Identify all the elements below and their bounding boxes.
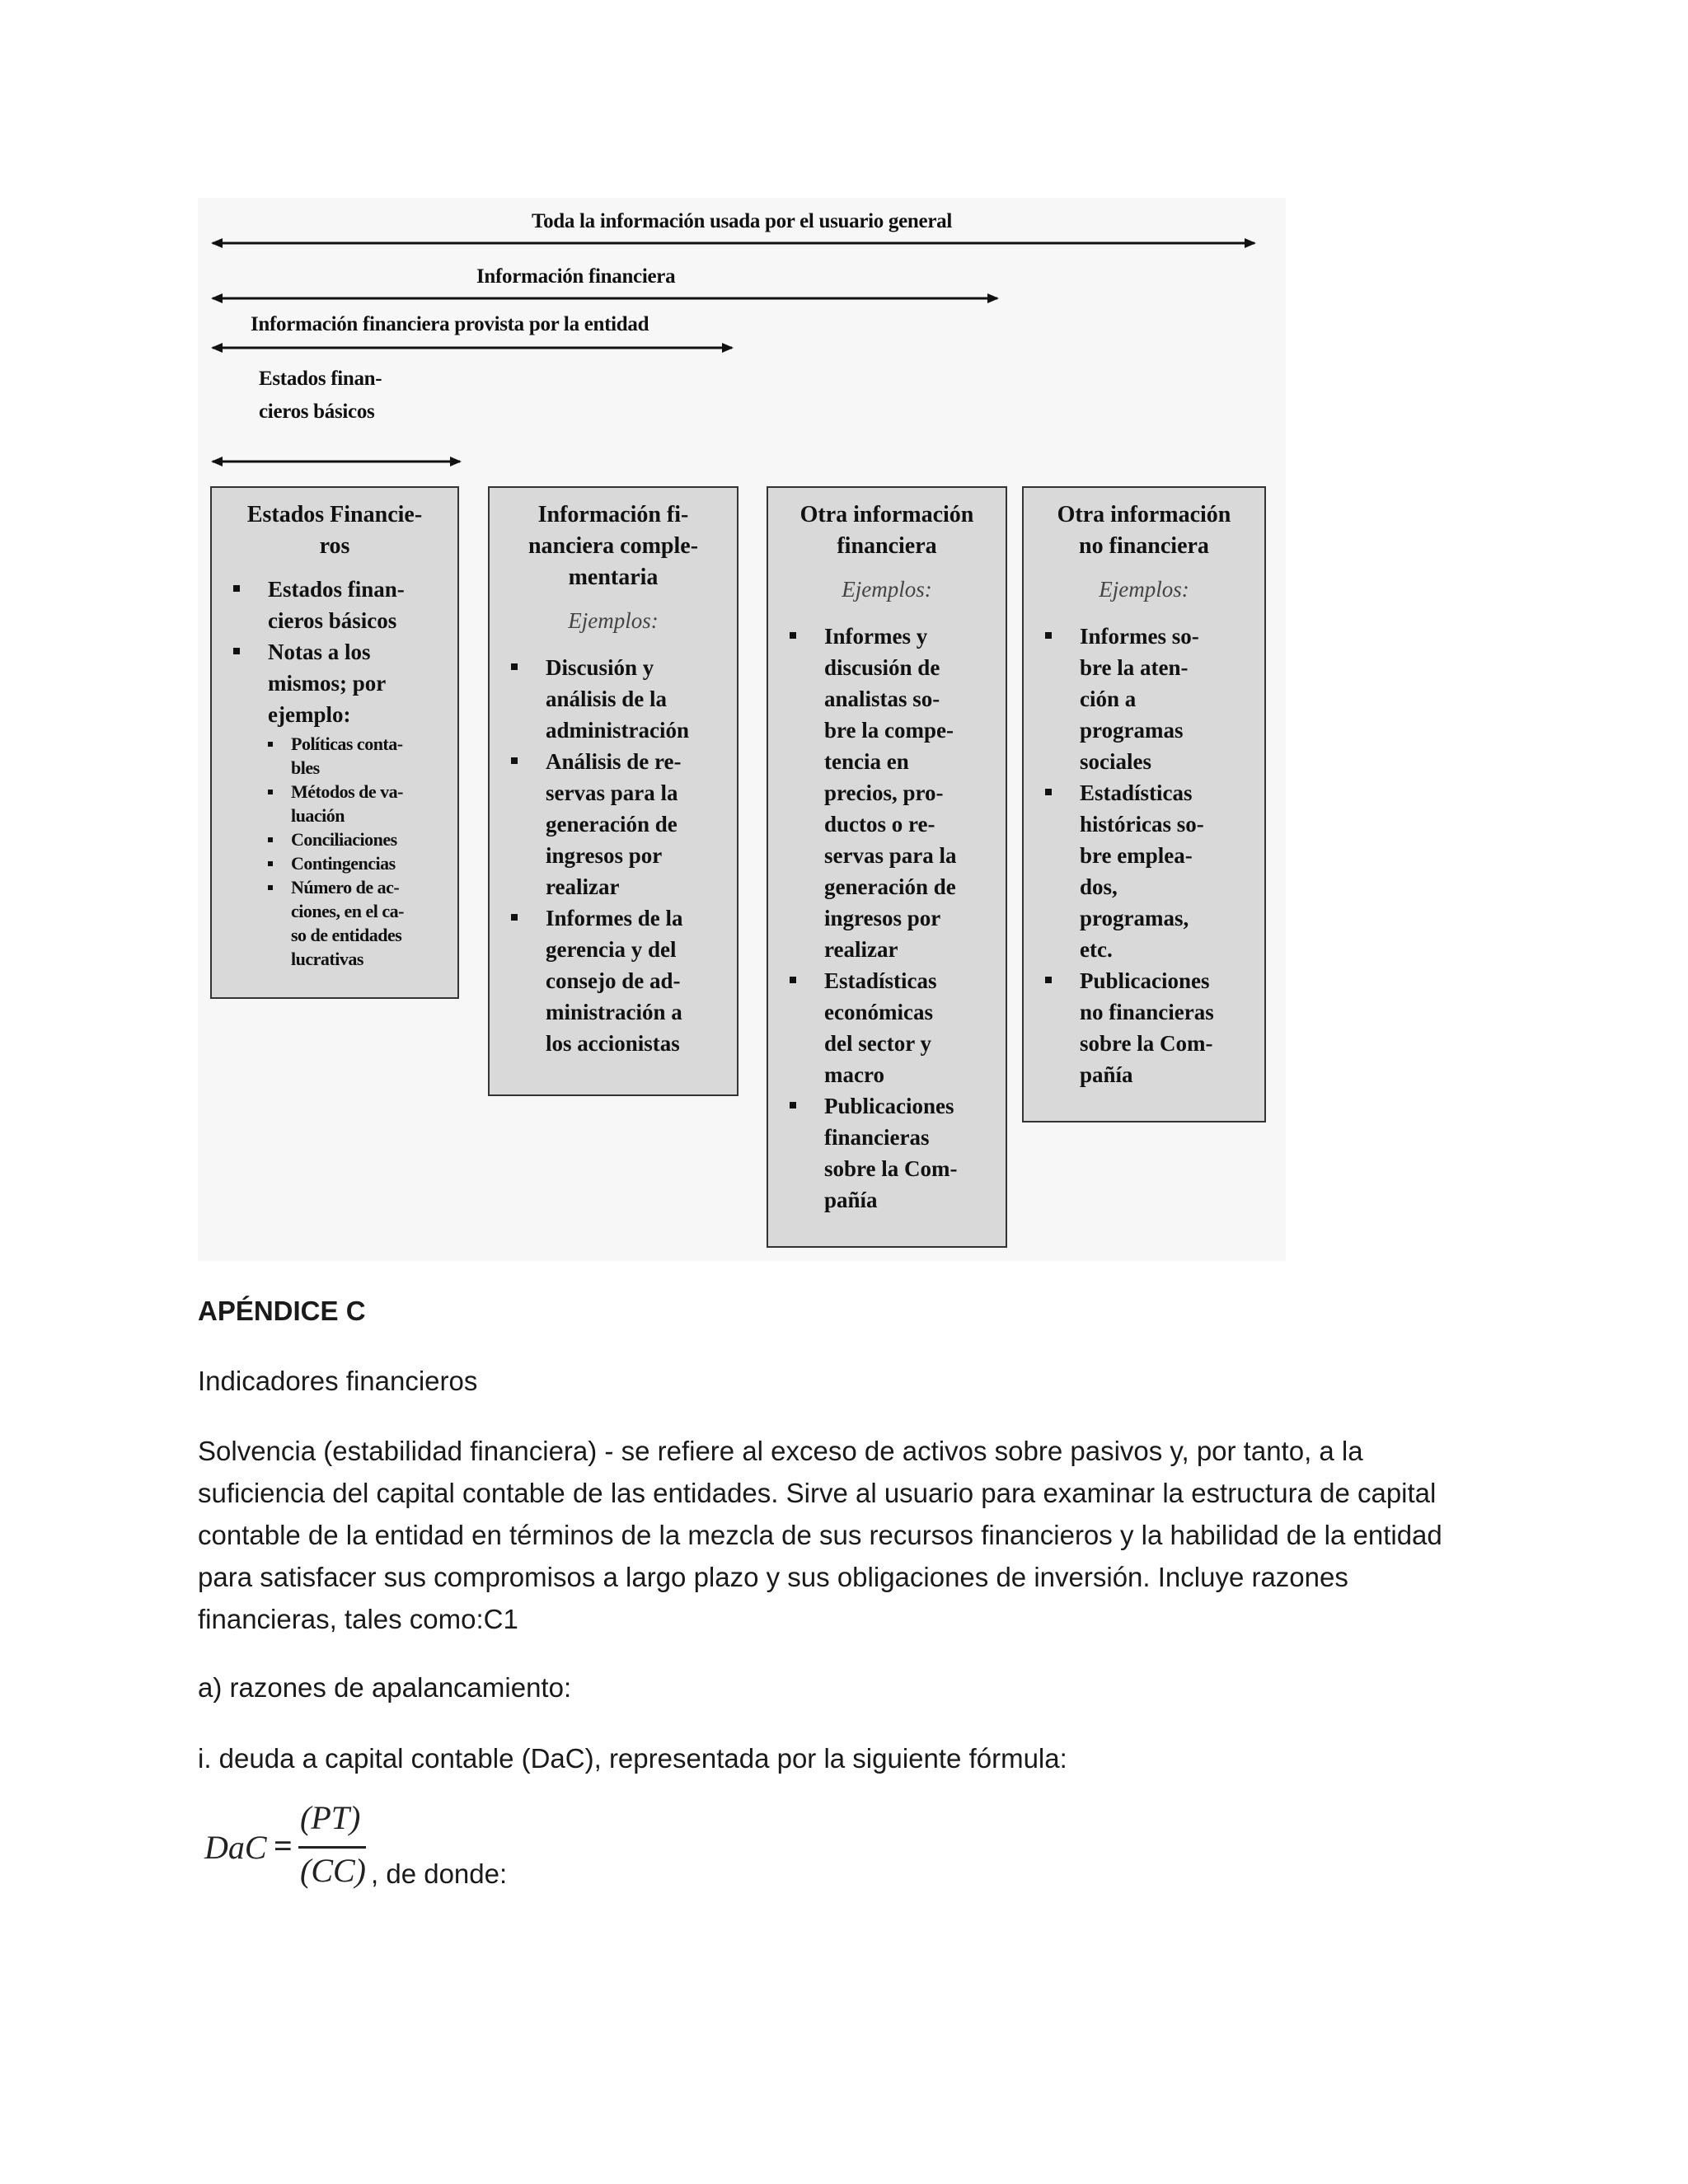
list-item: Estadísticas históricas so- bre emplea- dos, programas, etc.: [1034, 777, 1254, 965]
box-item-list: [222, 574, 448, 971]
box-item-list: [499, 652, 727, 1059]
arrow-label-all-information: Toda la información usada por el usuario general: [532, 210, 952, 232]
list-item-a: a) razones de apalancamiento:: [198, 1672, 572, 1703]
arrow-label-entity-financial-information: Información financiera provista por la entidad: [251, 313, 649, 335]
formula-row: [198, 1797, 940, 1896]
list-item: Informes y discusión de analistas so- bre la compe- tencia en precios, pro- ductos o re- servas para la generación de ingresos por realizar: [778, 621, 996, 965]
list-item: Discusión y análisis de la administración: [499, 652, 727, 746]
list-item: Notas a los mismos; por ejemplo: Políticas conta- bles Métodos de va- luación Conciliaciones Contingencias Número de ac- ciones, en el ca- so de entidades lucrativas: [222, 636, 448, 971]
box-other-financial-information: [767, 486, 1007, 1248]
sub-list-item: Políticas conta- bles: [256, 732, 448, 780]
list-item: Estados finan- cieros básicos: [222, 574, 448, 636]
section-subheading: Indicadores financieros: [198, 1366, 478, 1396]
box-item-list: [1034, 621, 1254, 1090]
box-financial-statements: [210, 486, 459, 999]
box-title: Otra información financiera: [799, 502, 974, 559]
box-other-non-financial-information: [1022, 486, 1266, 1122]
formula-lhs: DaC: [204, 1829, 267, 1866]
information-scope-diagram: [198, 198, 1286, 1261]
solvency-paragraph: Solvencia (estabilidad financiera) - se refiere al exceso de activos sobre pasivos y, por tanto, a la suficiencia del capital contable de las entidades. Sirve al usuario para examinar la estructura de capital contable de la entidad en términos de la mezcla de sus recursos financieros y la habilidad de la entidad para satisfacer sus compromisos a largo plazo y sus obligaciones de inversión. Incluye razones financieras, tales como:C1: [198, 1436, 1442, 1634]
box-complementary-financial-information: [488, 486, 738, 1096]
sub-list-item: Contingencias: [256, 851, 448, 875]
box-item-list: [778, 621, 996, 1216]
formula-numerator: (PT): [300, 1799, 361, 1836]
dac-formula: [198, 1797, 371, 1896]
formula-tail-text: , de donde:: [371, 1858, 508, 1889]
sub-item-list: [256, 732, 448, 971]
fraction-bar: [298, 1846, 366, 1849]
arrow-label-financial-information: Información financiera: [476, 265, 676, 288]
list-item-i: i. deuda a capital contable (DaC), representada por la siguiente fórmula:: [198, 1743, 1067, 1774]
arrow-label-basic-statements: Estados finan- cieros básicos: [259, 368, 382, 423]
examples-label: Ejemplos:: [568, 608, 659, 633]
list-item: Estadísticas económicas del sector y macro: [778, 965, 996, 1090]
list-item: Publicaciones financieras sobre la Com- pañía: [778, 1090, 996, 1216]
formula-denominator: (CC): [300, 1852, 366, 1889]
examples-label: Ejemplos:: [1099, 577, 1189, 602]
list-item: Publicaciones no financieras sobre la Com- pañía: [1034, 965, 1254, 1090]
list-item: Informes so- bre la aten- ción a programas sociales: [1034, 621, 1254, 777]
examples-label: Ejemplos:: [842, 577, 932, 602]
sub-list-item: Métodos de va- luación: [256, 780, 448, 827]
sub-list-item: Conciliaciones: [256, 827, 448, 851]
box-title: Estados Financie- ros: [246, 502, 423, 559]
list-item: Informes de la gerencia y del consejo de ad- ministración a los accionistas: [499, 902, 727, 1059]
sub-list-item: Número de ac- ciones, en el ca- so de entidades lucrativas: [256, 875, 448, 971]
appendix-heading: APÉNDICE C: [198, 1296, 366, 1326]
formula-equals: =: [274, 1827, 293, 1864]
box-title: Otra información no financiera: [1057, 502, 1231, 559]
box-title: Información fi- nanciera comple- mentaria: [528, 502, 699, 590]
list-item: Análisis de re- servas para la generación de ingresos por realizar: [499, 746, 727, 902]
